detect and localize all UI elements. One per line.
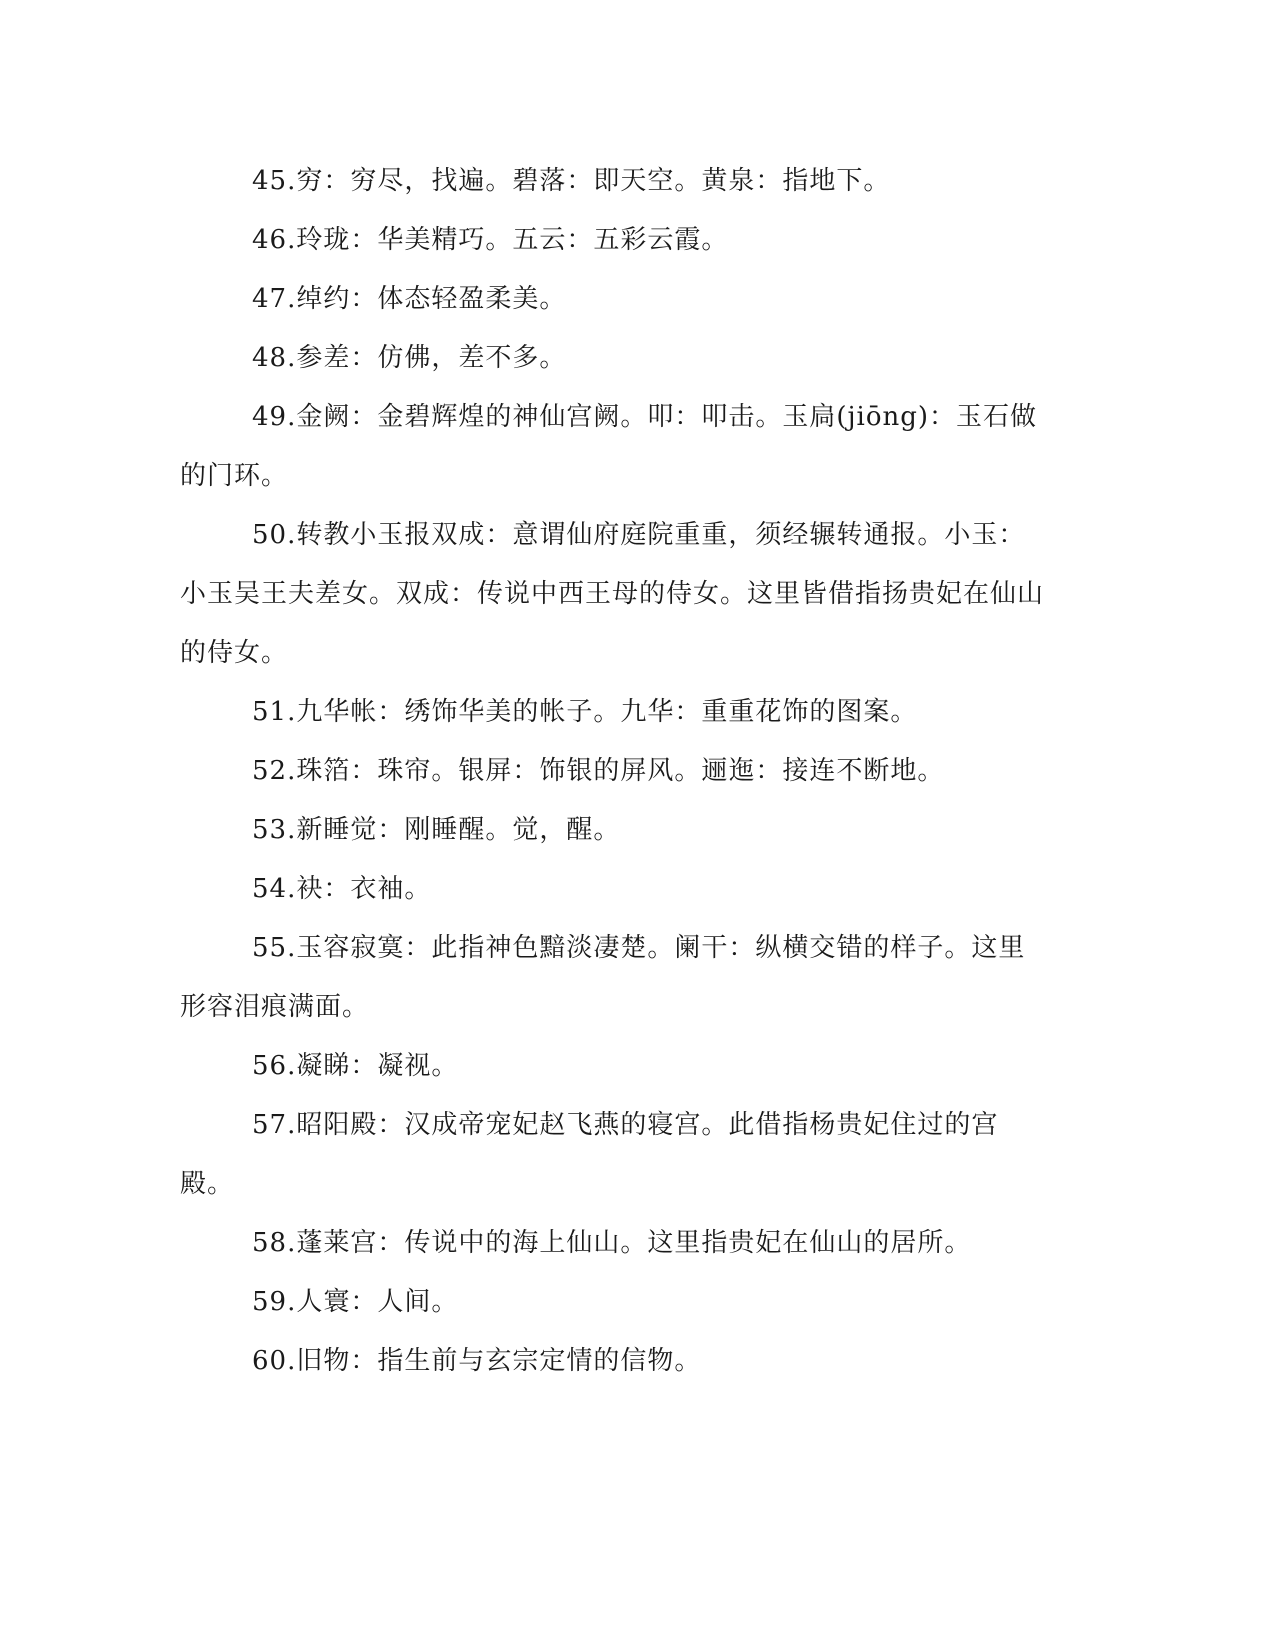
note-46: 46.玲珑：华美精巧。五云：五彩云霞。 [252,225,729,255]
note-51: 51.九华帐：绣饰华美的帐子。九华：重重花饰的图案。 [252,697,918,727]
note-54: 54.袂：衣袖。 [252,874,432,904]
document-page [180,152,1050,1391]
note-56: 56.凝睇：凝视。 [252,1051,459,1081]
note-55: 55.玉容寂寞：此指神色黯淡凄楚。阑干：纵横交错的样子。这里形容泪痕满面。 [180,933,1026,1022]
note-49: 49.金阙：金碧辉煌的神仙宫阙。叩：叩击。玉扃(jiōng)：玉石做的门环。 [180,402,1038,491]
note-50: 50.转教小玉报双成：意谓仙府庭院重重，须经辗转通报。小玉：小玉吴王夫差女。双成：传说中西王母的侍女。这里皆借指扬贵妃在仙山的侍女。 [180,520,1045,668]
note-48: 48.参差：仿佛，差不多。 [252,343,567,373]
note-47: 47.绰约：体态轻盈柔美。 [252,284,567,314]
note-59: 59.人寰：人间。 [252,1287,459,1317]
note-53: 53.新睡觉：刚睡醒。觉，醒。 [252,815,621,845]
note-58: 58.蓬莱宫：传说中的海上仙山。这里指贵妃在仙山的居所。 [252,1228,972,1258]
note-45: 45.穷：穷尽，找遍。碧落：即天空。黄泉：指地下。 [252,166,891,196]
note-52: 52.珠箔：珠帘。银屏：饰银的屏风。逦迤：接连不断地。 [252,756,945,786]
note-57: 57.昭阳殿：汉成帝宠妃赵飞燕的寝宫。此借指杨贵妃住过的宫殿。 [180,1110,999,1199]
note-60: 60.旧物：指生前与玄宗定情的信物。 [252,1346,702,1376]
